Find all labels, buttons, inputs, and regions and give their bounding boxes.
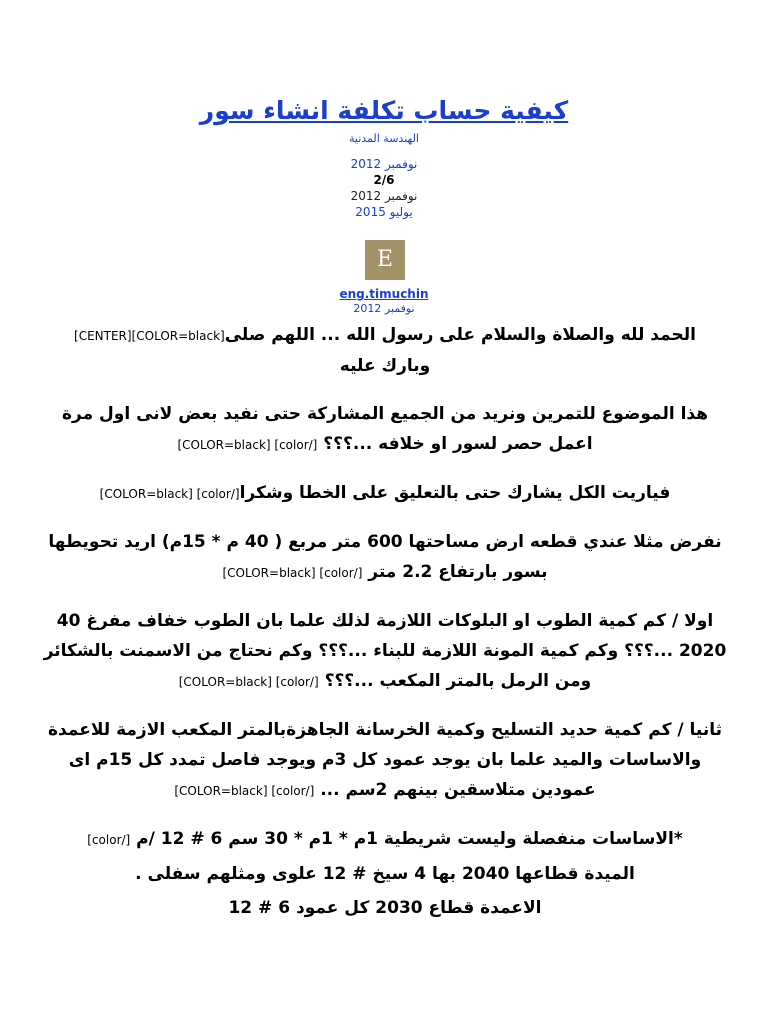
paragraph-text: ثانيا / كم كمية حديد التسليح وكمية الخرسانة الجاهزةبالمتر المكعب الازمة للاعمدة والاساسات والميد علما بان يوجد عمود كل 3م ويوجد فاصل تمدد كل 15م اى عمودين متلاسقين بينهم 2سم ... (48, 720, 722, 800)
paragraph-text: *الاساسات منفصلة وليست شريطية 1م * 1م * 30 سم 6 # 12 /م (136, 829, 683, 849)
post-body (40, 320, 730, 927)
bbcode-tag: [COLOR=black] [color/] (177, 438, 318, 452)
bbcode-tag: [COLOR=black] [color/] (174, 784, 315, 798)
bbcode-tag: [color/] (87, 833, 131, 847)
paragraph-text: نفرض مثلا عندي قطعه ارض مساحتها 600 متر مربع ( 40 م * 15م) اريد تحويطها بسور بارتفاع 2.2 متر (48, 532, 722, 582)
paragraph-text: الميدة قطاعها 2040 بها 4 سيخ # 12 علوى ومثلهم سفلى . (135, 864, 635, 884)
bbcode-tag: [CENTER][COLOR=black] (74, 329, 225, 343)
document-header (0, 92, 768, 220)
author-block (0, 287, 768, 316)
author-name-link[interactable]: eng.timuchin (339, 287, 429, 301)
paragraph-text: الحمد لله والصلاة والسلام على رسول الله ... اللهم صلى (224, 325, 696, 345)
paragraph-columns (40, 893, 730, 923)
paragraph-request (40, 478, 730, 509)
paragraph-text: اولا / كم كمية الطوب او البلوكات اللازمة لذلك علما بان الطوب خفاف مفرغ 40 2020 ...؟؟؟ وكم كمية المونة اللازمة للبناء ...؟؟؟ وكم نحتاج من الاسمنت بالشكائر ومن الرمل بالمتر المكعب ...؟؟؟ (43, 611, 727, 691)
bbcode-tag: [COLOR=black] [color/] (222, 566, 363, 580)
paragraph-text: فياريت الكل يشارك حتى بالتعليق على الخطا وشكرا (239, 483, 671, 503)
bbcode-tag: [COLOR=black] [color/] (178, 675, 319, 689)
category-label: الهندسة المدنية (348, 132, 419, 145)
author-avatar-container[interactable] (365, 240, 405, 280)
paragraph-text: الاعمدة قطاع 2030 كل عمود 6 # 12 (228, 898, 542, 918)
paragraph-foundations (40, 824, 730, 855)
paragraph-text: وبارك عليه (339, 356, 431, 376)
bbcode-tag: [COLOR=black] [color/] (99, 487, 240, 501)
paragraph-text: هذا الموضوع للتمرين ونريد من الجميع المشاركة حتى نفيد بعض لانى اول مرة اعمل حصر لسور او خلافه ...؟؟؟ (61, 404, 709, 454)
paragraph-greeting (40, 320, 730, 381)
paragraph-assumption (40, 527, 730, 588)
upload-date: نوفمبر 2012 (350, 157, 418, 171)
rating-value: 2/6 (373, 173, 395, 187)
document-title-link[interactable]: كيفية حساب تكلفة انشاء سور (199, 96, 569, 125)
avatar: E (365, 240, 405, 280)
updated-date: يوليو 2015 (355, 205, 413, 219)
published-date: نوفمبر 2012 (350, 189, 418, 203)
author-date: نوفمبر 2012 (353, 302, 415, 315)
paragraph-question-2 (40, 715, 730, 806)
paragraph-beam (40, 859, 730, 889)
paragraph-intro (40, 399, 730, 460)
paragraph-question-1 (40, 606, 730, 697)
